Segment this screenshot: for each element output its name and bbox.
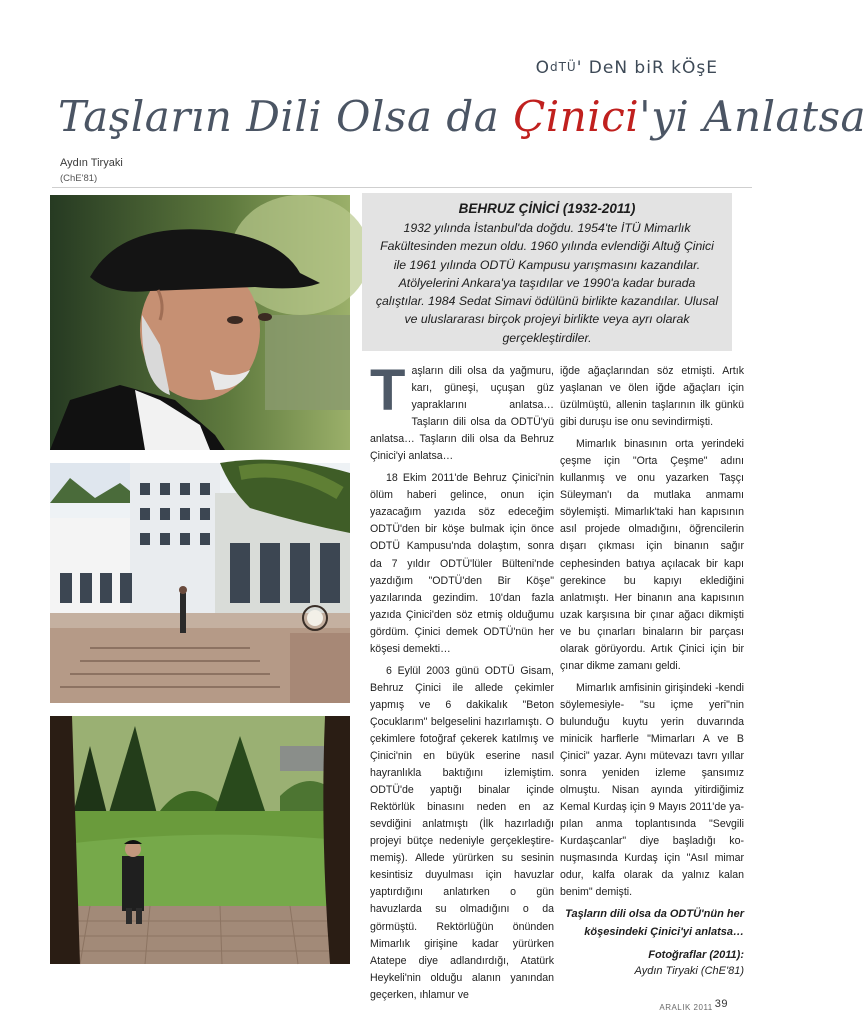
section-tag [536,58,718,78]
photo-credit-name: Aydın Tiryaki (ChE'81) [634,964,744,977]
section-tag-odtu: dTÜ [549,60,577,74]
photo-credit-title: Fotoğraflar (2011): [648,948,744,961]
page-number: 39 [714,998,728,1010]
paragraph: 18 Ekim 2011'de Behruz Çinici'nin ölüm haberi gelince, onun için yazacağım yazıda söz edeceğim ODTÜ'den bir köşe bulmak için önce ODTÜ Kampusu'nda dolaştım, sonra da 7 yıldır ODTÜ'lüler Bülteni'nde yazdığım "ODTÜ'den Bir Köşe" yazılarında gezindim. 10'dan fazla yazıda Çinici'den söz etmiş olduğumu gördüm. Çinici demek ODTÜ'nün her köşesi demekti… [370,472,554,655]
paragraph [370,358,554,465]
drop-cap: T [370,358,406,423]
paragraph: Mimarlık binasının orta yerindeki çeşme için "Orta Çeşme" adını kullanmış ve onu yazarken Taşçı Süleyman'ı da mutlaka anmamı söylemişti. Mimarlık'taki han kapısının asıl projede olmadığını, öğrencilerin dışarı çıkması için binanın sağır cephesinden batıya açılacak bir kapı gerekince bu kapıyı eklediğini anlatmıştı. Her binanın ana kapısının uzak karşısına bir çınar ağacı dikmişti ve bu çınarları binaların bir parçası olarak görüyordu. Artık Çinici için bir çınar dikme zamanı geldi. [560,438,744,672]
closing-line: Taşların dili olsa da ODTÜ'nün her köşesindeki Çinici'yi anlatsa… [565,908,744,938]
header-divider [52,187,752,188]
title-accent: Çinici [513,92,640,141]
portrait-photo [50,195,350,450]
article-column-2 [560,363,744,979]
section-tag-first-letter: O [535,58,550,78]
title-part-1: Taşların Dili Olsa da [58,92,514,141]
paragraph: iğde ağaçlarından söz etmişti. Artık yaşlanan ve ölen iğde ağaçları için üzülmüştü, allenin taşlarının ilk günkü gibi duruşu ise onu sevindirmişti. [560,365,744,429]
paragraph: 6 Eylül 2003 günü ODTÜ Gisam, Behruz Çinici ile allede çekimler yapmış ve 6 dakikalık "Beton Çocuklarım" belgeselini hazırlamıştı. O çekimlere fotoğraf çekerek katılmış ve Çinici'nin en büyük eserine nasıl hayranlıkla baktığını izlemiştim. ODTÜ'de yaptığı binalar içinde Rektörlük binasını neden en az sevdiğini anlatmıştı (İlk hazırladığı projeyi bütçe nedeniyle gerçekleştirememiş). Allede yürürken su sesinin kesintisiz duyulması için havuzlar yaptırdığını anlatırken o gün havuzlarda su olmadığını o da görmüştü. Rektörlüğün önünden Mimarlık girişine kadar yürürken Atatepe diye adlandırdığı, Atatürk Heykeli'nin olduğu alanın yanından geçerken, ıhlamur ve [370,664,554,1001]
park-photo [50,716,350,964]
article-column-1 [370,358,554,1009]
author-name: Aydın Tiryaki [60,157,123,169]
biography-title: BEHRUZ ÇİNİCİ (1932-2011) [458,201,636,216]
paragraph-text: aşların dili olsa da yağmuru, karı, güneşi, uçuşan güz yapraklarını anlatsa… Taşların dili olsa da ODTÜ'yü anlatsa… Taşların dili olsa da Behruz Çinici'yi anlatsa… [370,365,554,463]
section-tag-rest: ' DeN biR kÖşE [576,58,718,78]
building-photo [50,463,350,703]
paragraph: Mimarlık amfisinin girişindeki -kendi söylemesiyle- "su içme yeri"nin bulunduğu kuytu yerin duvarında minicik harflerle "Mimarları A ve B Çinici" yazar. Aynı mütevazı tavrı yıllar sonra yeniden izleme şansımız olmuştu. Nisan ayında yitirdiğimiz Kemal Kurdaş için 9 Mayıs 2011'de yapılan anma toplantısında "Sevgili Kurdaşcanlar" diye başladığı konuşmasında Kurdaş için "Asıl mimar odur, kalfa olarak da yalnız kalan benim" demişti. [560,681,744,899]
page-title [58,92,866,141]
biography-text: 1932 yılında İstanbul'da doğdu. 1954'te İTÜ Mimarlık Fakültesinden mezun oldu. 1960 yılında evlendiği Altuğ Çinici ile 1961 yılında ODTÜ Kampusu yarışmasını kazandılar. Atölyelerini Ankara'ya taşıdılar ve 1990'a kadar burada çalıştılar. 1984 Sedat Simavi ödülünü birlikte kazandılar. Ulusal ve uluslararası birçok projeyi birlikte veya ayrı olarak gerçekleştirdiler. [375,221,719,345]
issue-date: ARALIK 2011 [659,1003,713,1012]
biography-box [362,193,732,351]
photo-credit [560,947,744,979]
page-footer [659,998,728,1012]
byline [60,155,123,187]
author-affiliation: (ChE'81) [60,173,98,184]
title-part-2: 'yi Anlatsa [639,92,866,141]
